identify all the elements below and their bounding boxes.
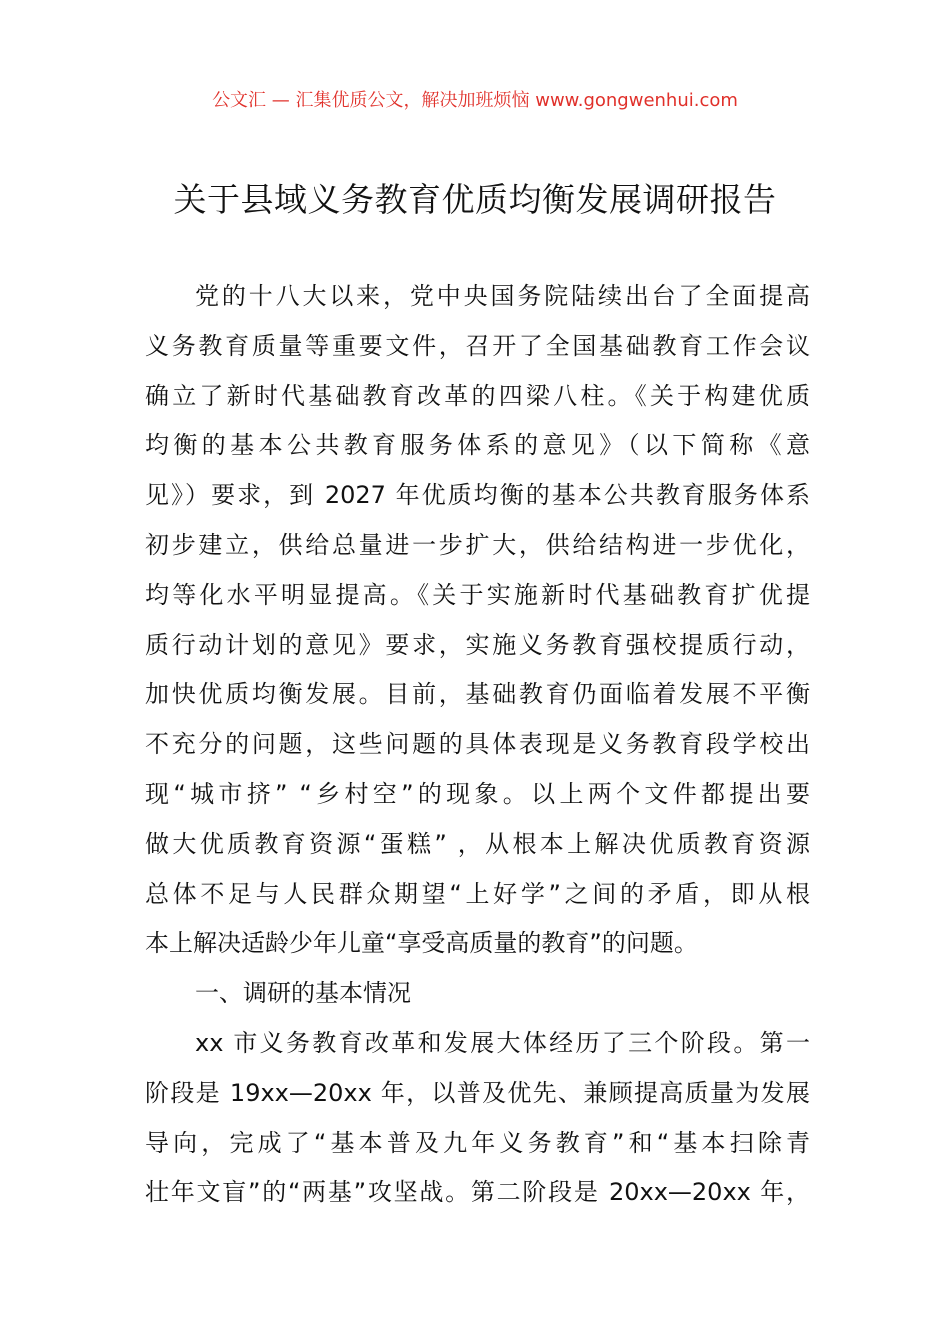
paragraph-line: 见》）要求，到 2027 年优质均衡的基本公共教育服务体系 [145, 481, 810, 510]
paragraph-line: 本上解决适龄少年儿童“享受高质量的教育”的问题。 [145, 929, 698, 958]
paragraph-line: 确立了新时代基础教育改革的四梁八柱。《关于构建优质 [145, 381, 810, 410]
paragraph-line: 初步建立，供给总量进一步扩大，供给结构进一步优化， [145, 530, 810, 559]
paragraph-line: 现“城市挤” “乡村空”的现象。以上两个文件都提出要 [145, 779, 810, 808]
watermark-header: 公文汇 — 汇集优质公文，解决加班烦恼 www.gongwenhui.com [212, 90, 738, 111]
paragraph-line: 阶段是 19xx—20xx 年，以普及优先、兼顾提高质量为发展 [145, 1078, 810, 1107]
paragraph-line: 均衡的基本公共教育服务体系的意见》（以下简称《意 [145, 431, 810, 460]
paragraph-line: 总体不足与人民群众期望“上好学”之间的矛盾，即从根 [145, 879, 810, 908]
paragraph-line: 加快优质均衡发展。目前，基础教育仍面临着发展不平衡 [145, 680, 810, 709]
paragraph-line: 壮年文盲”的“两基”攻坚战。第二阶段是 20xx—20xx 年， [145, 1178, 810, 1207]
paragraph-line: 均等化水平明显提高。《关于实施新时代基础教育扩优提 [145, 580, 810, 609]
paragraph-line: 做大优质教育资源“蛋糕” ，从根本上解决优质教育资源 [145, 829, 810, 858]
paragraph-line: xx 市义务教育改革和发展大体经历了三个阶段。第一 [195, 1028, 810, 1057]
document-body [145, 276, 810, 1222]
paragraph-line: 义务教育质量等重要文件，召开了全国基础教育工作会议 [145, 331, 810, 360]
section-heading: 一、调研的基本情况 [195, 979, 411, 1008]
paragraph-line: 导向，完成了“基本普及九年义务教育”和“基本扫除青 [145, 1128, 810, 1157]
paragraph-line: 不充分的问题，这些问题的具体表现是义务教育段学校出 [145, 730, 810, 759]
paragraph-line: 质行动计划的意见》要求，实施义务教育强校提质行动， [145, 630, 810, 659]
paragraph-line: 党的十八大以来，党中央国务院陆续出台了全面提高 [195, 282, 810, 310]
document-title: 关于县域义务教育优质均衡发展调研报告 [173, 180, 777, 219]
